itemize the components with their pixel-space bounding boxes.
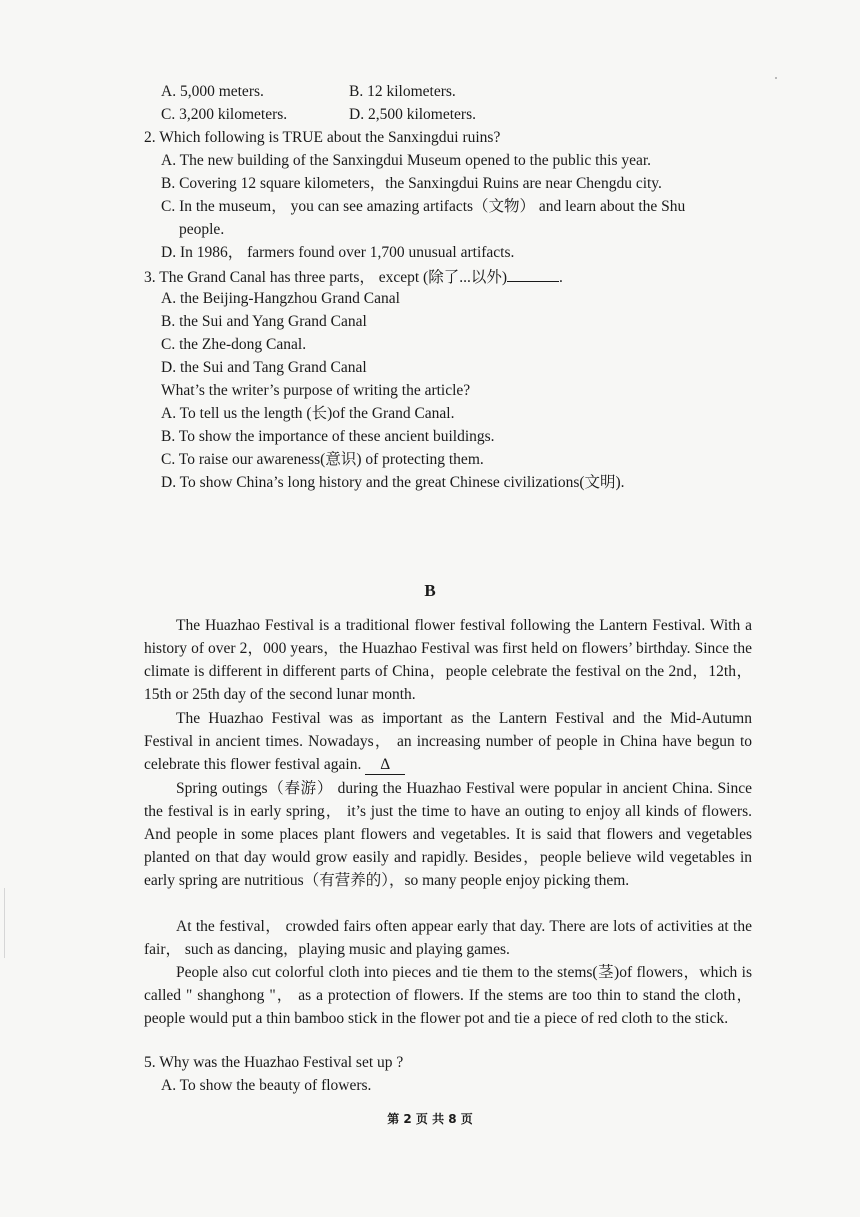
q2-option-b: B. Covering 12 square kilometers，the Sanxingdui Ruins are near Chengdu city. [161,175,662,192]
paragraph-2-blank: Δ [365,756,405,775]
q4-option-a: A. To tell us the length (长)of the Grand Canal. [161,405,455,422]
section-b-paragraph-2 [144,707,752,776]
q1-option-d: D. 2,500 kilometers. [349,106,476,123]
q2-option-c-continued: people. [179,221,225,238]
q3-stem [144,266,563,288]
paragraph-2-text: The Huazhao Festival was as important as the Lantern Festival and the Mid-Autumn Festival in ancient times. Nowadays， an increasing number of people in China have begun to celebrate this flower festival again. [144,710,752,773]
q4-option-b: B. To show the importance of these ancient buildings. [161,428,495,445]
q5-option-a: A. To show the beauty of flowers. [161,1077,372,1094]
q3-stem-end: . [559,269,563,286]
q3-stem-text: 3. The Grand Canal has three parts， except (除了...以外) [144,269,507,286]
q1-options-row-1 [161,82,456,102]
q5-stem: 5. Why was the Huazhao Festival set up ? [144,1054,404,1071]
q4-option-c: C. To raise our awareness(意识) of protecting them. [161,451,484,468]
paragraph-4-text: At the festival， crowded fairs often appear early that day. There are lots of activities at the fair， such as dancing，playing music and playing games. [144,918,752,958]
paragraph-1-text: The Huazhao Festival is a traditional flower festival following the Lantern Festival. With a history of over 2，000 years，the Huazhao Festival was first held on flowers’ birthday. Since the climate is different in different parts of China，people celebrate the festival on the 2nd，12th，15th or 25th day of the second lunar month. [144,617,752,703]
q2-option-a: A. The new building of the Sanxingdui Museum opened to the public this year. [161,152,652,169]
q2-option-d: D. In 1986， farmers found over 1,700 unusual artifacts. [161,244,515,261]
q3-option-a: A. the Beijing-Hangzhou Grand Canal [161,290,400,307]
q1-option-a: A. 5,000 meters. [161,83,264,100]
section-b-paragraph-5 [144,961,752,1030]
paragraph-3-text: Spring outings（春游） during the Huazhao Festival were popular in ancient China. Since the festival is in early spring， it’s just the time to have an outing to enjoy all kinds of flowers. And people in some places plant flowers and vegetables. It is said that flowers and vegetables planted on that day would grow easily and rapidly. Besides，people believe wild vegetables in early spring are nutritious（有营养的），so many people enjoy picking them. [144,780,752,889]
section-b-paragraph-3 [144,777,752,892]
q4-option-d: D. To show China’s long history and the great Chinese civilizations(文明). [161,474,625,491]
section-b-paragraph-4 [144,915,752,961]
q3-option-d: D. the Sui and Tang Grand Canal [161,359,367,376]
section-b-heading: B [424,581,436,600]
q4-stem: What’s the writer’s purpose of writing the article? [161,382,471,399]
q3-answer-blank [507,266,559,282]
page-footer: 第 2 页 共 8 页 [387,1112,473,1126]
q1-option-b: B. 12 kilometers. [349,83,456,100]
q3-option-b: B. the Sui and Yang Grand Canal [161,313,367,330]
q1-options-row-2 [161,105,476,125]
q3-option-c: C. the Zhe-dong Canal. [161,336,307,353]
paragraph-5-text: People also cut colorful cloth into pieces and tie them to the stems(茎)of flowers，which is called " shanghong "， as a protection of flowers. If the stems are too thin to stand the cloth， people would put a thin bamboo stick in the flower pot and tie a piece of red cloth to the stick. [144,964,752,1027]
q2-stem: 2. Which following is TRUE about the Sanxingdui ruins? [144,129,501,146]
scan-edge-line [4,888,5,958]
scan-speck [775,77,777,79]
q2-option-c: C. In the museum， you can see amazing artifacts（文物） and learn about the Shu [161,198,686,215]
q1-option-c: C. 3,200 kilometers. [161,106,288,123]
section-b-paragraph-1 [144,614,752,706]
